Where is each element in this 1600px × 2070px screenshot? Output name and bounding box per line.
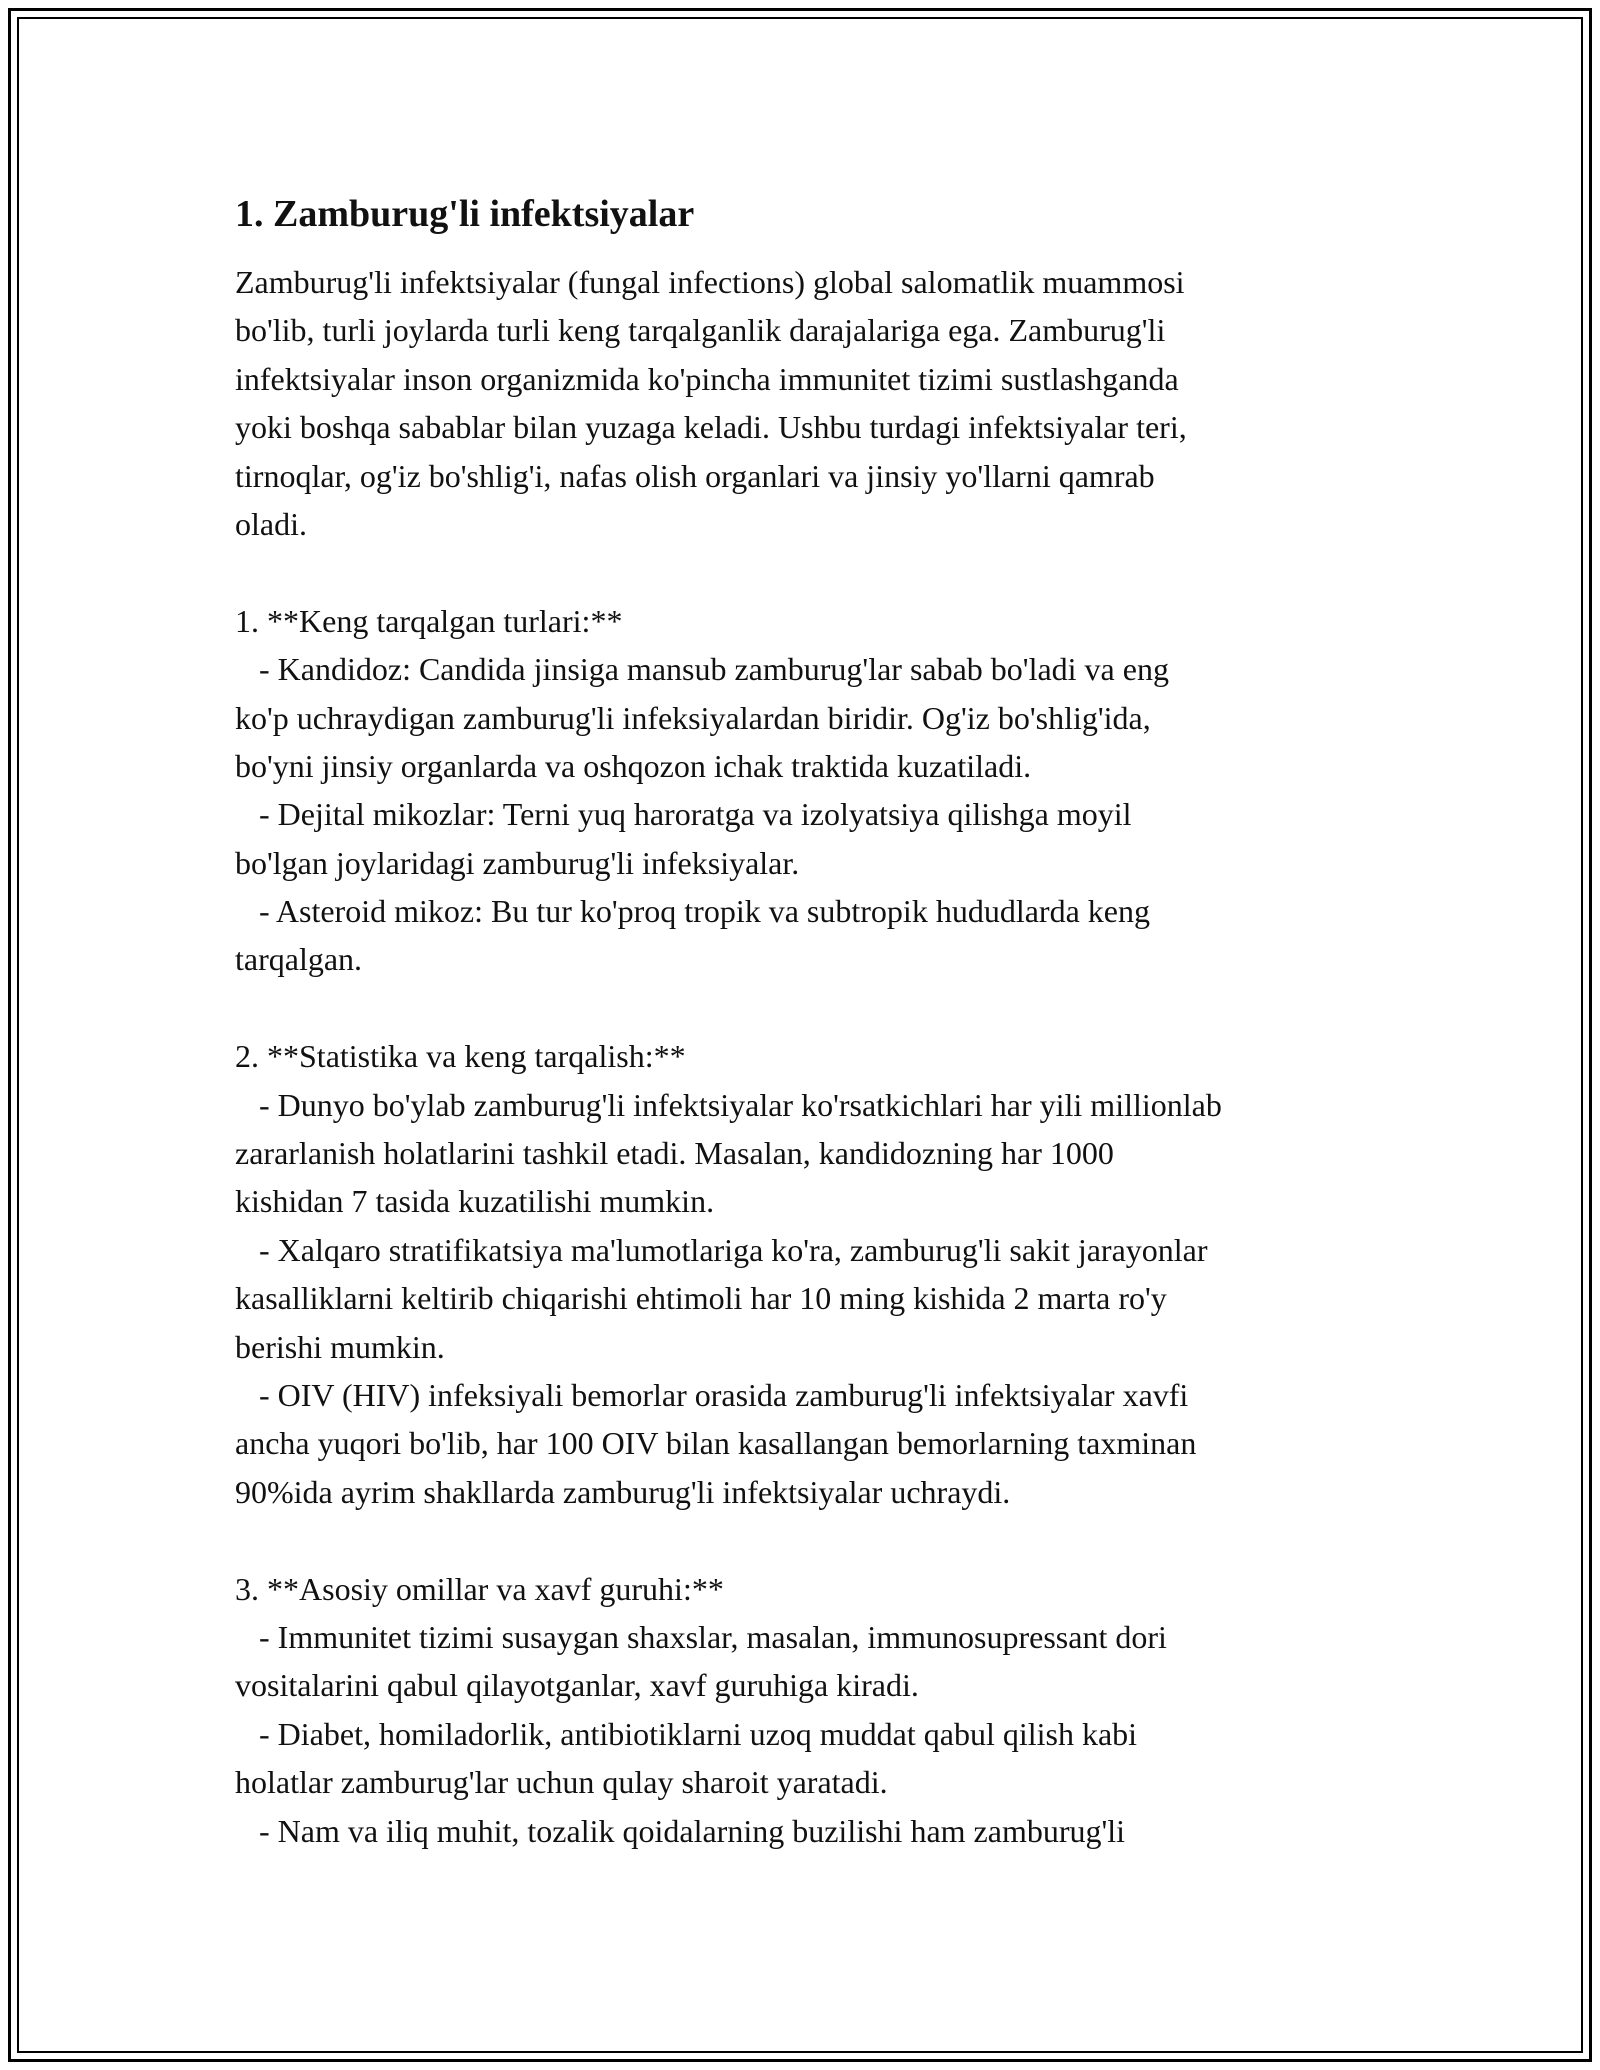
blank-line bbox=[235, 548, 1415, 596]
text-line: tirnoqlar, og'iz bo'shlig'i, nafas olish organlari va jinsiy yo'llarni qamrab bbox=[235, 457, 1155, 494]
text-line: tarqalgan. bbox=[235, 941, 363, 978]
blank-line bbox=[235, 984, 1415, 1032]
document-heading: 1. Zamburug'li infektsiyalar bbox=[235, 193, 695, 235]
text-line: kasalliklarni keltirib chiqarishi ehtimoli har 10 ming kishida 2 marta ro'y bbox=[235, 1280, 1167, 1317]
text-line: bo'lgan joylaridagi zamburug'li infeksiyalar. bbox=[235, 844, 800, 881]
text-line: - Diabet, homiladorlik, antibiotiklarni uzoq muddat qabul qilish kabi bbox=[235, 1715, 1138, 1752]
section-risk-factors bbox=[235, 1565, 1415, 1855]
text-line: kishidan 7 tasida kuzatilishi mumkin. bbox=[235, 1183, 715, 1220]
text-line: ko'p uchraydigan zamburug'li infeksiyalardan biridir. Og'iz bo'shlig'ida, bbox=[235, 699, 1151, 736]
text-line: zararlanish holatlarini tashkil etadi. Masalan, kandidozning har 1000 bbox=[235, 1135, 1114, 1172]
text-line: oladi. bbox=[235, 505, 307, 542]
text-line: - Immunitet tizimi susaygan shaxslar, masalan, immunosupressant dori bbox=[235, 1618, 1167, 1655]
section-title: 1. **Keng tarqalgan turlari:** bbox=[235, 602, 623, 639]
text-line: infektsiyalar inson organizmida ko'pincha immunitet tizimi sustlashganda bbox=[235, 360, 1179, 397]
text-line: - Xalqaro stratifikatsiya ma'lumotlariga ko'ra, zamburug'li sakit jarayonlar bbox=[235, 1231, 1208, 1268]
section-common-types bbox=[235, 597, 1415, 984]
text-line: ancha yuqori bo'lib, har 100 OIV bilan kasallangan bemorlarning taxminan bbox=[235, 1425, 1197, 1462]
text-line: 90%ida ayrim shakllarda zamburug'li infektsiyalar uchraydi. bbox=[235, 1473, 1011, 1510]
text-line: holatlar zamburug'lar uchun qulay sharoit yaratadi. bbox=[235, 1764, 888, 1801]
text-line: - OIV (HIV) infeksiyali bemorlar orasida zamburug'li infektsiyalar xavfi bbox=[235, 1376, 1189, 1413]
text-line: Zamburug'li infektsiyalar (fungal infections) global salomatlik muammosi bbox=[235, 264, 1185, 300]
text-line: vositalarini qabul qilayotganlar, xavf guruhiga kiradi. bbox=[235, 1667, 919, 1704]
section-title: 2. **Statistika va keng tarqalish:** bbox=[235, 1038, 686, 1075]
text-line: bo'yni jinsiy organlarda va oshqozon ichak traktida kuzatiladi. bbox=[235, 747, 1032, 784]
section-title: 3. **Asosiy omillar va xavf guruhi:** bbox=[235, 1570, 724, 1607]
text-line: - Asteroid mikoz: Bu tur ko'proq tropik va subtropik hududlarda keng bbox=[235, 893, 1150, 930]
text-line: - Dejital mikozlar: Terni yuq haroratga va izolyatsiya qilishga moyil bbox=[235, 796, 1132, 833]
blank-line bbox=[235, 1516, 1415, 1564]
text-line: - Nam va iliq muhit, tozalik qoidalarning buzilishi ham zamburug'li bbox=[235, 1812, 1126, 1849]
text-line: berishi mumkin. bbox=[235, 1328, 445, 1365]
text-line: yoki boshqa sabablar bilan yuzaga keladi. Ushbu turdagi infektsiyalar teri, bbox=[235, 409, 1187, 446]
section-statistics bbox=[235, 1032, 1415, 1516]
document-body bbox=[235, 190, 1415, 1855]
text-line: - Dunyo bo'ylab zamburug'li infektsiyalar ko'rsatkichlari har yili millionlab bbox=[235, 1086, 1222, 1123]
text-line: bo'lib, turli joylarda turli keng tarqalganlik darajalariga ega. Zamburug'li bbox=[235, 312, 1166, 349]
intro-paragraph bbox=[235, 258, 1415, 548]
text-line: - Kandidoz: Candida jinsiga mansub zamburug'lar sabab bo'ladi va eng bbox=[235, 651, 1169, 688]
